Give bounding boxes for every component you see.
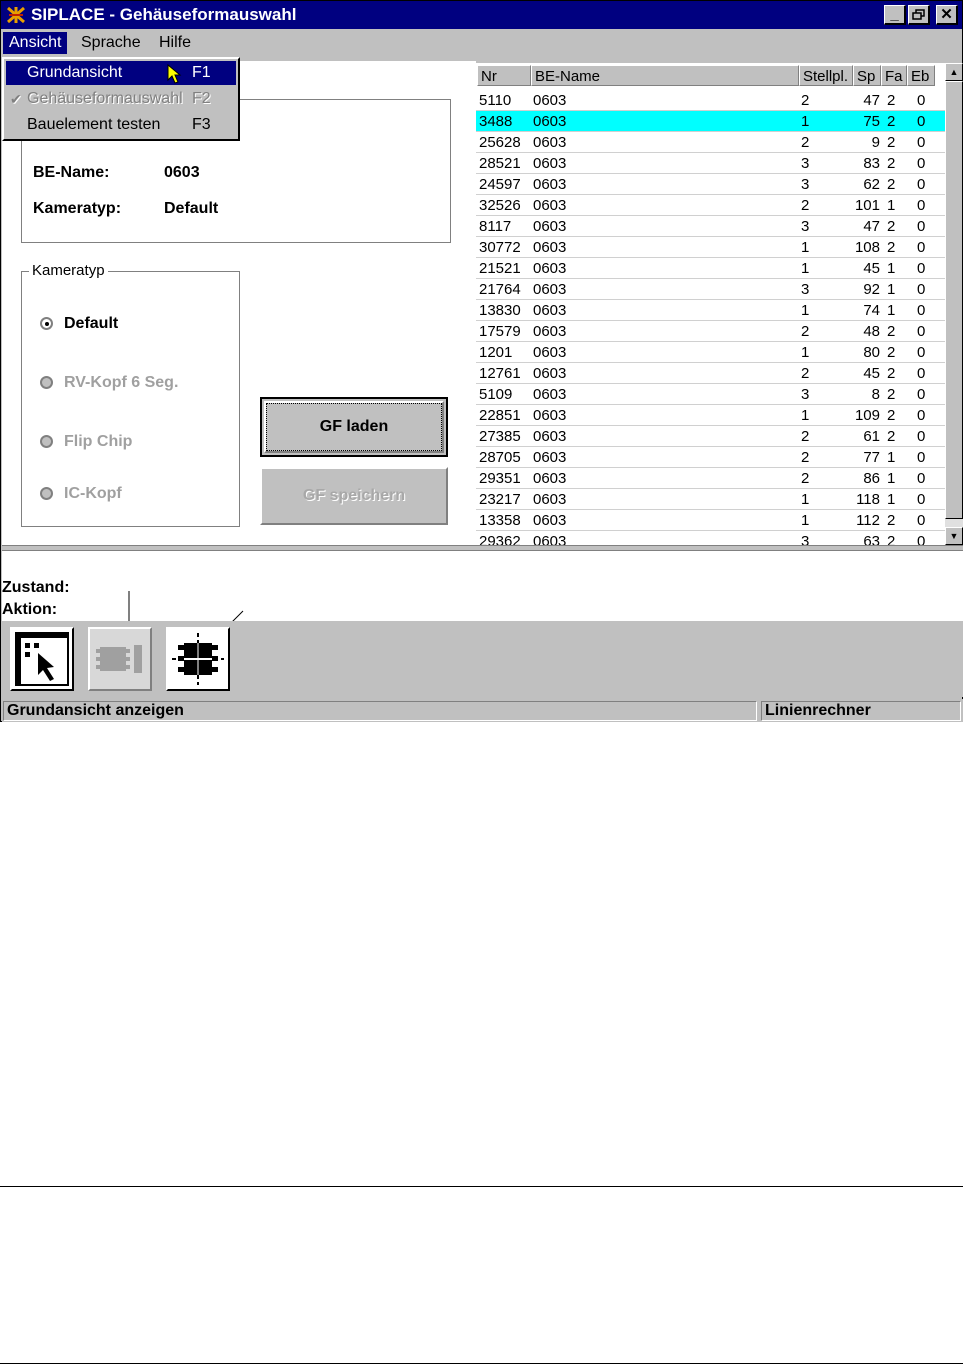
table-cell: 2 bbox=[801, 92, 810, 109]
table-row[interactable] bbox=[476, 258, 945, 279]
table-cell: 0 bbox=[917, 113, 926, 130]
table-cell: 13358 bbox=[479, 512, 521, 529]
table-cell: 61 bbox=[863, 428, 880, 445]
menu-item-grundansicht-shortcut: F1 bbox=[192, 64, 211, 81]
table-cell: 0603 bbox=[533, 449, 567, 466]
table-cell: 3 bbox=[801, 386, 810, 403]
restore-button[interactable] bbox=[908, 5, 930, 25]
status-message: Grundansicht anzeigen bbox=[3, 701, 757, 721]
component-list[interactable] bbox=[476, 63, 945, 545]
table-cell: 2 bbox=[801, 323, 810, 340]
window-title: SIPLACE - Gehäuseformauswahl bbox=[31, 5, 297, 24]
table-cell: 13830 bbox=[479, 302, 521, 319]
table-cell: 5110 bbox=[479, 92, 512, 109]
ansicht-menu-dropdown bbox=[2, 57, 240, 141]
table-cell: 2 bbox=[887, 218, 896, 235]
menu-item-grundansicht[interactable] bbox=[6, 61, 236, 85]
table-cell: 1 bbox=[887, 197, 896, 214]
column-header-eb[interactable]: Eb bbox=[907, 65, 935, 86]
radio-ic-kopf[interactable] bbox=[40, 487, 53, 500]
table-cell: 3488 bbox=[479, 113, 513, 130]
status-computer: Linienrechner bbox=[761, 701, 961, 721]
gf-laden-label: GF laden bbox=[319, 418, 389, 435]
table-cell: 0 bbox=[917, 407, 926, 424]
menu-ansicht[interactable]: Ansicht bbox=[3, 32, 67, 54]
table-cell: 0603 bbox=[533, 344, 567, 361]
table-cell: 75 bbox=[863, 113, 880, 130]
table-cell: 0 bbox=[917, 386, 926, 403]
table-cell: 1 bbox=[887, 470, 896, 487]
table-cell: 2 bbox=[801, 365, 810, 382]
table-row[interactable] bbox=[476, 153, 945, 174]
table-cell: 27385 bbox=[479, 428, 521, 445]
table-cell: 0 bbox=[917, 176, 926, 193]
table-row[interactable] bbox=[476, 237, 945, 258]
table-row[interactable] bbox=[476, 342, 945, 363]
menu-item-bauelement-testen-shortcut: F3 bbox=[192, 116, 211, 133]
table-cell: 1 bbox=[887, 302, 896, 319]
app-icon[interactable] bbox=[6, 6, 26, 24]
table-cell: 2 bbox=[801, 197, 810, 214]
menu-item-bauelement-testen[interactable] bbox=[6, 113, 236, 137]
page-rule-top bbox=[0, 1186, 963, 1187]
table-cell: 0603 bbox=[533, 239, 567, 256]
gf-laden-button[interactable] bbox=[260, 397, 448, 457]
column-header-fa[interactable]: Fa bbox=[881, 65, 907, 86]
table-cell: 8 bbox=[871, 386, 880, 403]
table-cell: 92 bbox=[863, 281, 880, 298]
table-cell: 0603 bbox=[533, 365, 567, 382]
table-cell: 0603 bbox=[533, 134, 567, 151]
radio-flip-chip[interactable] bbox=[40, 435, 53, 448]
mouse-pointer-icon bbox=[166, 64, 182, 84]
table-cell: 86 bbox=[863, 470, 880, 487]
menu-item-gehaeuseformauswahl[interactable] bbox=[6, 87, 236, 111]
table-cell: 25628 bbox=[479, 134, 521, 151]
scroll-thumb[interactable] bbox=[945, 81, 963, 519]
zustand-label: Zustand: bbox=[2, 579, 70, 596]
table-cell: 0 bbox=[917, 365, 926, 382]
table-cell: 0 bbox=[917, 260, 926, 277]
table-cell: 1 bbox=[887, 281, 896, 298]
minimize-icon: _ bbox=[890, 6, 899, 23]
list-scrollbar[interactable] bbox=[945, 63, 963, 545]
table-cell: 108 bbox=[854, 239, 880, 256]
table-cell: 24597 bbox=[479, 176, 521, 193]
table-row[interactable] bbox=[476, 468, 945, 489]
table-row[interactable] bbox=[476, 216, 945, 237]
table-cell: 0 bbox=[917, 218, 926, 235]
table-cell: 8117 bbox=[479, 218, 512, 235]
table-cell: 28705 bbox=[479, 449, 521, 466]
table-cell: 0 bbox=[917, 92, 926, 109]
table-cell: 1 bbox=[801, 344, 810, 361]
table-cell: 62 bbox=[863, 176, 880, 193]
table-cell: 3 bbox=[801, 281, 810, 298]
table-cell: 2 bbox=[887, 92, 896, 109]
table-cell: 83 bbox=[863, 155, 880, 172]
table-cell: 0 bbox=[917, 449, 926, 466]
table-cell: 1 bbox=[887, 449, 896, 466]
scroll-up-button[interactable]: ▲ bbox=[945, 63, 963, 81]
table-cell: 2 bbox=[887, 533, 896, 545]
table-cell: 1 bbox=[801, 260, 810, 277]
table-cell: 101 bbox=[854, 197, 880, 214]
table-cell: 12761 bbox=[479, 365, 521, 382]
column-header-nr[interactable]: Nr bbox=[477, 65, 531, 86]
table-cell: 2 bbox=[801, 449, 810, 466]
menu-item-gehaeuseformauswahl-label: Gehäuseformauswahl bbox=[27, 90, 183, 107]
scroll-down-button[interactable]: ▼ bbox=[945, 527, 963, 545]
bauelement-testen-tool-button[interactable] bbox=[166, 627, 230, 691]
table-row[interactable] bbox=[476, 531, 945, 545]
table-cell: 45 bbox=[863, 260, 880, 277]
table-cell: 1 bbox=[887, 491, 896, 508]
table-cell: 48 bbox=[863, 323, 880, 340]
table-row[interactable] bbox=[476, 195, 945, 216]
table-row[interactable] bbox=[476, 405, 945, 426]
table-cell: 0603 bbox=[533, 218, 567, 235]
table-cell: 0 bbox=[917, 512, 926, 529]
table-cell: 109 bbox=[854, 407, 880, 424]
menu-item-bauelement-testen-label: Bauelement testen bbox=[27, 116, 161, 133]
column-header-be-name[interactable]: BE-Name bbox=[531, 65, 799, 86]
table-cell: 3 bbox=[801, 533, 810, 545]
table-row[interactable] bbox=[476, 489, 945, 510]
table-cell: 1 bbox=[801, 491, 810, 508]
toolbar bbox=[2, 621, 963, 697]
kameratyp-group bbox=[21, 271, 240, 527]
table-cell: 2 bbox=[801, 428, 810, 445]
table-cell: 0603 bbox=[533, 470, 567, 487]
be-name-value: 0603 bbox=[164, 164, 200, 181]
kameratyp-label: Kameratyp: bbox=[33, 200, 122, 217]
table-cell: 63 bbox=[863, 533, 880, 545]
table-cell: 0603 bbox=[533, 281, 567, 298]
table-cell: 47 bbox=[863, 218, 880, 235]
gf-speichern-label: GF speichern bbox=[302, 487, 406, 504]
table-cell: 77 bbox=[863, 449, 880, 466]
table-cell: 0 bbox=[917, 323, 926, 340]
table-cell: 74 bbox=[863, 302, 880, 319]
table-row[interactable] bbox=[476, 111, 945, 132]
table-cell: 0603 bbox=[533, 176, 567, 193]
table-cell: 2 bbox=[887, 134, 896, 151]
table-cell: 2 bbox=[887, 176, 896, 193]
table-cell: 0603 bbox=[533, 386, 567, 403]
table-cell: 2 bbox=[887, 407, 896, 424]
table-cell: 22851 bbox=[479, 407, 521, 424]
gf-speichern-button[interactable] bbox=[260, 467, 448, 525]
table-cell: 1 bbox=[801, 302, 810, 319]
menu-sprache[interactable]: Sprache bbox=[81, 34, 141, 51]
table-cell: 80 bbox=[863, 344, 880, 361]
table-cell: 0 bbox=[917, 302, 926, 319]
table-cell: 0 bbox=[917, 491, 926, 508]
table-cell: 1201 bbox=[479, 344, 513, 361]
table-cell: 2 bbox=[887, 323, 896, 340]
table-cell: 3 bbox=[801, 176, 810, 193]
table-cell: 0603 bbox=[533, 407, 567, 424]
checkmark-icon: ✔ bbox=[10, 91, 22, 107]
table-cell: 0 bbox=[917, 344, 926, 361]
radio-rv-kopf-label[interactable]: RV-Kopf 6 Seg. bbox=[64, 374, 179, 391]
table-cell: 1 bbox=[887, 260, 896, 277]
minimize-button[interactable] bbox=[884, 5, 906, 25]
table-cell: 0603 bbox=[533, 533, 567, 545]
close-icon: ✕ bbox=[940, 6, 953, 23]
status-bar bbox=[2, 699, 963, 722]
table-cell: 2 bbox=[801, 134, 810, 151]
table-cell: 1 bbox=[801, 113, 810, 130]
table-cell: 29351 bbox=[479, 470, 521, 487]
table-cell: 2 bbox=[887, 365, 896, 382]
table-cell: 0603 bbox=[533, 260, 567, 277]
table-row[interactable] bbox=[476, 321, 945, 342]
table-cell: 0 bbox=[917, 134, 926, 151]
select-view-icon bbox=[12, 629, 72, 689]
table-cell: 2 bbox=[887, 512, 896, 529]
table-cell: 1 bbox=[801, 407, 810, 424]
kameratyp-value: Default bbox=[164, 200, 219, 217]
table-cell: 112 bbox=[856, 512, 880, 529]
radio-rv-kopf[interactable] bbox=[40, 376, 53, 389]
gehaeuseform-tool-button[interactable] bbox=[88, 627, 152, 691]
table-cell: 28521 bbox=[479, 155, 521, 172]
table-cell: 30772 bbox=[479, 239, 521, 256]
table-cell: 0603 bbox=[533, 302, 567, 319]
table-row[interactable] bbox=[476, 384, 945, 405]
menu-item-grundansicht-label: Grundansicht bbox=[27, 64, 123, 81]
column-header-sp[interactable]: Sp bbox=[853, 65, 881, 86]
be-name-label: BE-Name: bbox=[33, 164, 110, 181]
table-cell: 23217 bbox=[479, 491, 521, 508]
table-cell: 0603 bbox=[533, 113, 567, 130]
table-cell: 47 bbox=[863, 92, 880, 109]
page-rule-bottom bbox=[0, 1363, 963, 1364]
table-cell: 3 bbox=[801, 218, 810, 235]
table-cell: 9 bbox=[871, 134, 880, 151]
table-cell: 2 bbox=[801, 470, 810, 487]
radio-ic-kopf-label[interactable]: IC-Kopf bbox=[64, 485, 122, 502]
kameratyp-group-legend: Kameratyp bbox=[29, 262, 108, 279]
close-button[interactable] bbox=[936, 5, 958, 25]
title-bar[interactable] bbox=[1, 1, 962, 29]
table-cell: 2 bbox=[887, 386, 896, 403]
table-cell: 0 bbox=[917, 239, 926, 256]
aktion-label: Aktion: bbox=[2, 601, 58, 618]
grundansicht-tool-button[interactable] bbox=[10, 627, 74, 691]
table-cell: 5109 bbox=[479, 386, 513, 403]
menu-hilfe[interactable]: Hilfe bbox=[159, 34, 192, 51]
component-test-icon bbox=[168, 629, 228, 689]
menu-bar bbox=[1, 29, 962, 57]
table-cell: 118 bbox=[856, 491, 880, 508]
table-row[interactable] bbox=[476, 510, 945, 531]
table-row[interactable] bbox=[476, 90, 945, 111]
table-cell: 0603 bbox=[533, 512, 567, 529]
table-row[interactable] bbox=[476, 174, 945, 195]
table-cell: 0 bbox=[917, 428, 926, 445]
restore-icon bbox=[912, 9, 926, 21]
table-cell: 0603 bbox=[533, 197, 567, 214]
radio-default-label[interactable]: Default bbox=[64, 315, 119, 332]
table-cell: 29362 bbox=[479, 533, 521, 545]
table-row[interactable] bbox=[476, 363, 945, 384]
table-cell: 2 bbox=[887, 113, 896, 130]
radio-flip-chip-label[interactable]: Flip Chip bbox=[64, 433, 133, 450]
table-cell: 32526 bbox=[479, 197, 521, 214]
table-cell: 0 bbox=[917, 533, 926, 545]
table-cell: 2 bbox=[887, 155, 896, 172]
table-cell: 3 bbox=[801, 155, 810, 172]
component-icon bbox=[90, 629, 150, 689]
table-row[interactable] bbox=[476, 426, 945, 447]
menu-item-gehaeuseformauswahl-shortcut: F2 bbox=[192, 90, 211, 107]
table-cell: 17579 bbox=[479, 323, 521, 340]
table-cell: 0603 bbox=[533, 428, 567, 445]
table-cell: 2 bbox=[887, 428, 896, 445]
radio-default[interactable] bbox=[40, 317, 53, 330]
table-cell: 1 bbox=[801, 512, 810, 529]
table-cell: 21764 bbox=[479, 281, 521, 298]
table-row[interactable] bbox=[476, 447, 945, 468]
table-cell: 0 bbox=[917, 197, 926, 214]
table-cell: 0 bbox=[917, 155, 926, 172]
table-cell: 0 bbox=[917, 470, 926, 487]
column-header-stellpl[interactable]: Stellpl. bbox=[799, 65, 853, 86]
table-row[interactable] bbox=[476, 132, 945, 153]
table-cell: 1 bbox=[801, 239, 810, 256]
table-cell: 0603 bbox=[533, 155, 567, 172]
table-cell: 45 bbox=[863, 365, 880, 382]
table-cell: 0 bbox=[917, 281, 926, 298]
table-row[interactable] bbox=[476, 300, 945, 321]
table-cell: 0603 bbox=[533, 92, 567, 109]
table-cell: 0603 bbox=[533, 491, 567, 508]
table-cell: 21521 bbox=[479, 260, 521, 277]
table-row[interactable] bbox=[476, 279, 945, 300]
table-cell: 0603 bbox=[533, 323, 567, 340]
table-cell: 2 bbox=[887, 344, 896, 361]
table-cell: 2 bbox=[887, 239, 896, 256]
